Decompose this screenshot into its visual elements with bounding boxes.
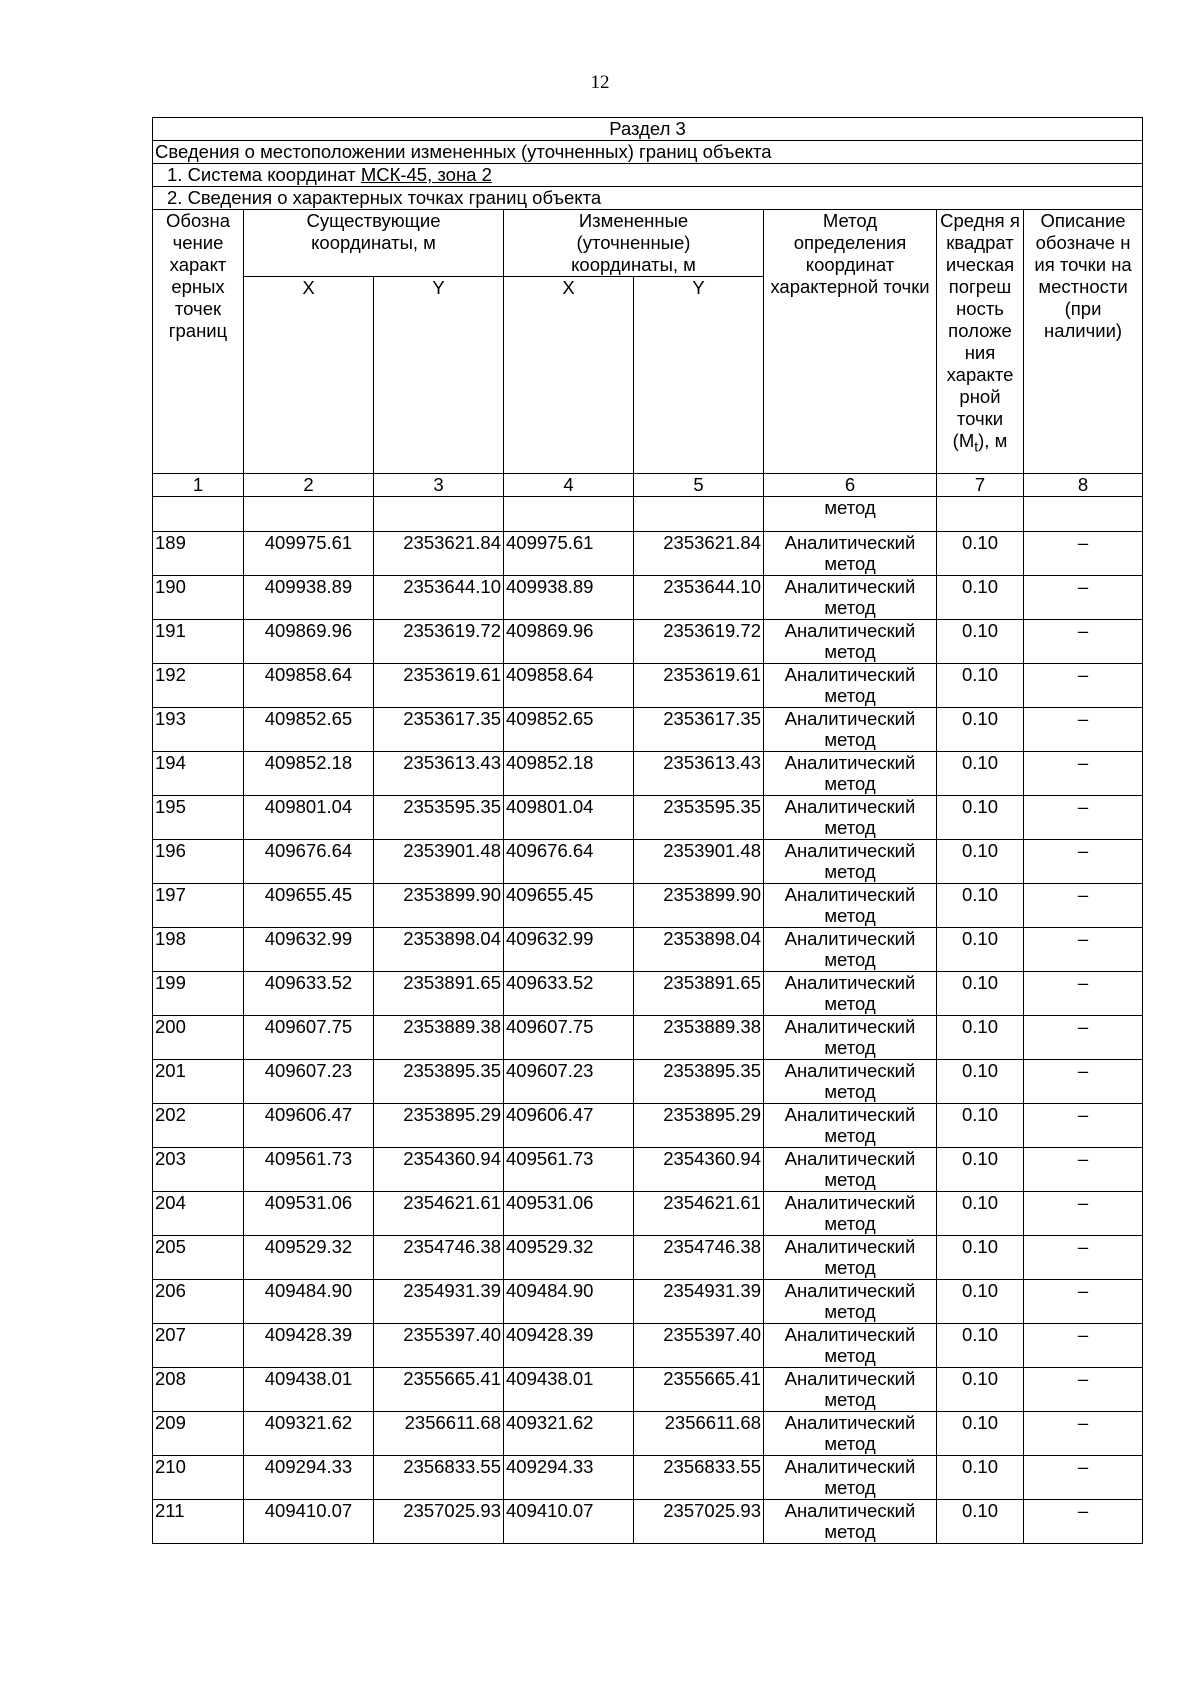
changed-x: 409655.45 (504, 884, 634, 928)
boundary-points-table (152, 117, 1143, 1544)
column-number: 5 (634, 474, 764, 497)
header-point-id: Обозна чение характ ерных точек границ (153, 210, 244, 474)
changed-x: 409484.90 (504, 1280, 634, 1324)
error-value: 0.10 (937, 1236, 1024, 1280)
point-id: 210 (153, 1456, 244, 1500)
description: – (1024, 1412, 1143, 1456)
description: – (1024, 1368, 1143, 1412)
error-value: 0.10 (937, 1148, 1024, 1192)
header-changed-x: X (504, 277, 634, 474)
error-value: 0.10 (937, 1412, 1024, 1456)
existing-x: 409869.96 (244, 620, 374, 664)
error-value: 0.10 (937, 532, 1024, 576)
existing-y: 2356611.68 (374, 1412, 504, 1456)
column-number: 3 (374, 474, 504, 497)
error-value: 0.10 (937, 1500, 1024, 1544)
changed-x: 409294.33 (504, 1456, 634, 1500)
header-method: Метод определения координат характерной точки (764, 210, 937, 474)
column-number: 7 (937, 474, 1024, 497)
existing-y: 2355665.41 (374, 1368, 504, 1412)
description: – (1024, 1236, 1143, 1280)
method: Аналитический метод (764, 884, 937, 928)
description: – (1024, 928, 1143, 972)
changed-y: 2353621.84 (634, 532, 764, 576)
coord-system-row (153, 164, 1143, 187)
method: Аналитический метод (764, 1104, 937, 1148)
existing-y: 2353895.29 (374, 1104, 504, 1148)
column-number: 4 (504, 474, 634, 497)
changed-y: 2353899.90 (634, 884, 764, 928)
continuation-method: метод (764, 497, 937, 532)
changed-y: 2353889.38 (634, 1016, 764, 1060)
point-id: 197 (153, 884, 244, 928)
changed-x: 409869.96 (504, 620, 634, 664)
table-row (153, 796, 1143, 840)
existing-y: 2353898.04 (374, 928, 504, 972)
point-id: 195 (153, 796, 244, 840)
existing-x: 409428.39 (244, 1324, 374, 1368)
coord-system-prefix: 1. Система координат (167, 164, 361, 185)
changed-y: 2353891.65 (634, 972, 764, 1016)
existing-x: 409410.07 (244, 1500, 374, 1544)
method: Аналитический метод (764, 1368, 937, 1412)
existing-y: 2353595.35 (374, 796, 504, 840)
existing-x: 409484.90 (244, 1280, 374, 1324)
table-row (153, 1368, 1143, 1412)
point-id: 208 (153, 1368, 244, 1412)
changed-y: 2356833.55 (634, 1456, 764, 1500)
error-value: 0.10 (937, 1016, 1024, 1060)
error-value: 0.10 (937, 1456, 1024, 1500)
error-value: 0.10 (937, 1192, 1024, 1236)
changed-x: 409632.99 (504, 928, 634, 972)
header-changed-y: Y (634, 277, 764, 474)
error-value: 0.10 (937, 664, 1024, 708)
table-body (153, 118, 1143, 1544)
point-id: 207 (153, 1324, 244, 1368)
changed-y: 2353895.29 (634, 1104, 764, 1148)
table-row (153, 532, 1143, 576)
method: Аналитический метод (764, 752, 937, 796)
changed-x: 409676.64 (504, 840, 634, 884)
changed-y: 2353619.61 (634, 664, 764, 708)
table-row (153, 620, 1143, 664)
method: Аналитический метод (764, 1280, 937, 1324)
table-row (153, 1104, 1143, 1148)
changed-x: 409633.52 (504, 972, 634, 1016)
changed-x: 409428.39 (504, 1324, 634, 1368)
existing-x: 409294.33 (244, 1456, 374, 1500)
point-id: 194 (153, 752, 244, 796)
table-row (153, 664, 1143, 708)
error-value: 0.10 (937, 884, 1024, 928)
error-value: 0.10 (937, 1368, 1024, 1412)
existing-x: 409606.47 (244, 1104, 374, 1148)
changed-y: 2353895.35 (634, 1060, 764, 1104)
point-id: 205 (153, 1236, 244, 1280)
header-row-1 (153, 210, 1143, 277)
changed-y: 2354621.61 (634, 1192, 764, 1236)
changed-x: 409852.18 (504, 752, 634, 796)
point-id: 191 (153, 620, 244, 664)
method: Аналитический метод (764, 664, 937, 708)
changed-y: 2355665.41 (634, 1368, 764, 1412)
description: – (1024, 1324, 1143, 1368)
table-row (153, 1280, 1143, 1324)
changed-x: 409321.62 (504, 1412, 634, 1456)
existing-x: 409529.32 (244, 1236, 374, 1280)
point-id: 201 (153, 1060, 244, 1104)
point-id: 189 (153, 532, 244, 576)
existing-y: 2353644.10 (374, 576, 504, 620)
points-heading: 2. Сведения о характерных точках границ объекта (153, 187, 1143, 210)
point-id: 198 (153, 928, 244, 972)
method: Аналитический метод (764, 1016, 937, 1060)
changed-x: 409529.32 (504, 1236, 634, 1280)
header-changed-coords: Измененные (уточненные) координаты, м (504, 210, 764, 277)
changed-y: 2356611.68 (634, 1412, 764, 1456)
changed-y: 2355397.40 (634, 1324, 764, 1368)
method: Аналитический метод (764, 796, 937, 840)
point-id: 196 (153, 840, 244, 884)
description: – (1024, 1060, 1143, 1104)
table-row (153, 1236, 1143, 1280)
points-heading-row (153, 187, 1143, 210)
description: – (1024, 1016, 1143, 1060)
changed-x: 409607.75 (504, 1016, 634, 1060)
method: Аналитический метод (764, 620, 937, 664)
error-value: 0.10 (937, 708, 1024, 752)
existing-x: 409607.75 (244, 1016, 374, 1060)
changed-x: 409606.47 (504, 1104, 634, 1148)
point-id: 211 (153, 1500, 244, 1544)
error-value: 0.10 (937, 752, 1024, 796)
method: Аналитический метод (764, 708, 937, 752)
method: Аналитический метод (764, 1148, 937, 1192)
method: Аналитический метод (764, 1412, 937, 1456)
changed-x: 409938.89 (504, 576, 634, 620)
existing-y: 2353619.61 (374, 664, 504, 708)
existing-x: 409655.45 (244, 884, 374, 928)
header-existing-coords: Существующие координаты, м (244, 210, 504, 277)
error-value: 0.10 (937, 1060, 1024, 1104)
existing-y: 2353889.38 (374, 1016, 504, 1060)
table-row (153, 1412, 1143, 1456)
method: Аналитический метод (764, 928, 937, 972)
description: – (1024, 620, 1143, 664)
description: – (1024, 1104, 1143, 1148)
changed-y: 2353901.48 (634, 840, 764, 884)
method: Аналитический метод (764, 1500, 937, 1544)
existing-y: 2353621.84 (374, 532, 504, 576)
header-description: Описание обозначе н ия точки на местности (при наличии) (1024, 210, 1143, 474)
section-title-row (153, 118, 1143, 141)
description: – (1024, 972, 1143, 1016)
existing-x: 409561.73 (244, 1148, 374, 1192)
method: Аналитический метод (764, 532, 937, 576)
description: – (1024, 532, 1143, 576)
column-number: 6 (764, 474, 937, 497)
existing-x: 409438.01 (244, 1368, 374, 1412)
description: – (1024, 884, 1143, 928)
changed-x: 409438.01 (504, 1368, 634, 1412)
error-value: 0.10 (937, 1324, 1024, 1368)
existing-y: 2353617.35 (374, 708, 504, 752)
coord-system-value: МСК-45, зона 2 (360, 164, 492, 185)
existing-y: 2353899.90 (374, 884, 504, 928)
existing-x: 409531.06 (244, 1192, 374, 1236)
existing-y: 2354360.94 (374, 1148, 504, 1192)
continuation-row (153, 497, 1143, 532)
point-id: 200 (153, 1016, 244, 1060)
error-value: 0.10 (937, 796, 1024, 840)
column-number: 8 (1024, 474, 1143, 497)
table-row (153, 884, 1143, 928)
changed-x: 409852.65 (504, 708, 634, 752)
method: Аналитический метод (764, 1456, 937, 1500)
table-row (153, 1192, 1143, 1236)
existing-y: 2353891.65 (374, 972, 504, 1016)
error-value: 0.10 (937, 840, 1024, 884)
changed-y: 2354931.39 (634, 1280, 764, 1324)
table-row (153, 1148, 1143, 1192)
method: Аналитический метод (764, 972, 937, 1016)
table-row (153, 1500, 1143, 1544)
changed-y: 2353613.43 (634, 752, 764, 796)
column-numbers-row (153, 474, 1143, 497)
existing-y: 2354621.61 (374, 1192, 504, 1236)
existing-x: 409607.23 (244, 1060, 374, 1104)
table-row (153, 752, 1143, 796)
method: Аналитический метод (764, 840, 937, 884)
coord-system (153, 164, 1143, 187)
changed-y: 2354746.38 (634, 1236, 764, 1280)
description: – (1024, 1192, 1143, 1236)
point-id: 193 (153, 708, 244, 752)
header-existing-y: Y (374, 277, 504, 474)
existing-y: 2353613.43 (374, 752, 504, 796)
existing-x: 409852.65 (244, 708, 374, 752)
table-row (153, 1060, 1143, 1104)
table-row (153, 1016, 1143, 1060)
table-row (153, 972, 1143, 1016)
point-id: 190 (153, 576, 244, 620)
error-value: 0.10 (937, 1280, 1024, 1324)
changed-y: 2354360.94 (634, 1148, 764, 1192)
table-row (153, 708, 1143, 752)
existing-x: 409632.99 (244, 928, 374, 972)
existing-y: 2353895.35 (374, 1060, 504, 1104)
existing-y: 2353901.48 (374, 840, 504, 884)
existing-y: 2357025.93 (374, 1500, 504, 1544)
header-existing-x: X (244, 277, 374, 474)
description: – (1024, 1148, 1143, 1192)
section-title: Раздел 3 (153, 118, 1143, 141)
description: – (1024, 1280, 1143, 1324)
changed-x: 409410.07 (504, 1500, 634, 1544)
error-value: 0.10 (937, 928, 1024, 972)
table-row (153, 928, 1143, 972)
point-id: 202 (153, 1104, 244, 1148)
existing-y: 2355397.40 (374, 1324, 504, 1368)
section-subtitle-row (153, 141, 1143, 164)
changed-x: 409561.73 (504, 1148, 634, 1192)
changed-x: 409858.64 (504, 664, 634, 708)
changed-x: 409531.06 (504, 1192, 634, 1236)
changed-x: 409801.04 (504, 796, 634, 840)
existing-y: 2353619.72 (374, 620, 504, 664)
changed-y: 2353617.35 (634, 708, 764, 752)
existing-x: 409801.04 (244, 796, 374, 840)
error-value: 0.10 (937, 620, 1024, 664)
error-value: 0.10 (937, 576, 1024, 620)
description: – (1024, 1456, 1143, 1500)
error-value: 0.10 (937, 1104, 1024, 1148)
description: – (1024, 708, 1143, 752)
existing-x: 409321.62 (244, 1412, 374, 1456)
table-row (153, 840, 1143, 884)
existing-x: 409676.64 (244, 840, 374, 884)
description: – (1024, 796, 1143, 840)
changed-x: 409607.23 (504, 1060, 634, 1104)
table-row (153, 576, 1143, 620)
page-number: 12 (590, 72, 610, 93)
section-subtitle: Сведения о местоположении измененных (уточненных) границ объекта (153, 141, 1143, 164)
description: – (1024, 576, 1143, 620)
changed-y: 2353898.04 (634, 928, 764, 972)
method: Аналитический метод (764, 1324, 937, 1368)
table-row (153, 1456, 1143, 1500)
existing-y: 2354931.39 (374, 1280, 504, 1324)
description: – (1024, 664, 1143, 708)
existing-x: 409858.64 (244, 664, 374, 708)
changed-y: 2353619.72 (634, 620, 764, 664)
existing-x: 409975.61 (244, 532, 374, 576)
existing-y: 2356833.55 (374, 1456, 504, 1500)
header-error: Средня я квадрат ическая погреш ность положе ния характе рной точки $(M_t)$, м (937, 210, 1024, 474)
method: Аналитический метод (764, 1060, 937, 1104)
point-id: 203 (153, 1148, 244, 1192)
point-id: 209 (153, 1412, 244, 1456)
point-id: 192 (153, 664, 244, 708)
description: – (1024, 1500, 1143, 1544)
method: Аналитический метод (764, 1192, 937, 1236)
existing-y: 2354746.38 (374, 1236, 504, 1280)
changed-x: 409975.61 (504, 532, 634, 576)
column-number: 2 (244, 474, 374, 497)
method: Аналитический метод (764, 1236, 937, 1280)
description: – (1024, 840, 1143, 884)
table-row (153, 1324, 1143, 1368)
existing-x: 409938.89 (244, 576, 374, 620)
changed-y: 2353595.35 (634, 796, 764, 840)
existing-x: 409633.52 (244, 972, 374, 1016)
point-id: 204 (153, 1192, 244, 1236)
description: – (1024, 752, 1143, 796)
method: Аналитический метод (764, 576, 937, 620)
column-number: 1 (153, 474, 244, 497)
point-id: 199 (153, 972, 244, 1016)
changed-y: 2353644.10 (634, 576, 764, 620)
existing-x: 409852.18 (244, 752, 374, 796)
changed-y: 2357025.93 (634, 1500, 764, 1544)
error-value: 0.10 (937, 972, 1024, 1016)
point-id: 206 (153, 1280, 244, 1324)
